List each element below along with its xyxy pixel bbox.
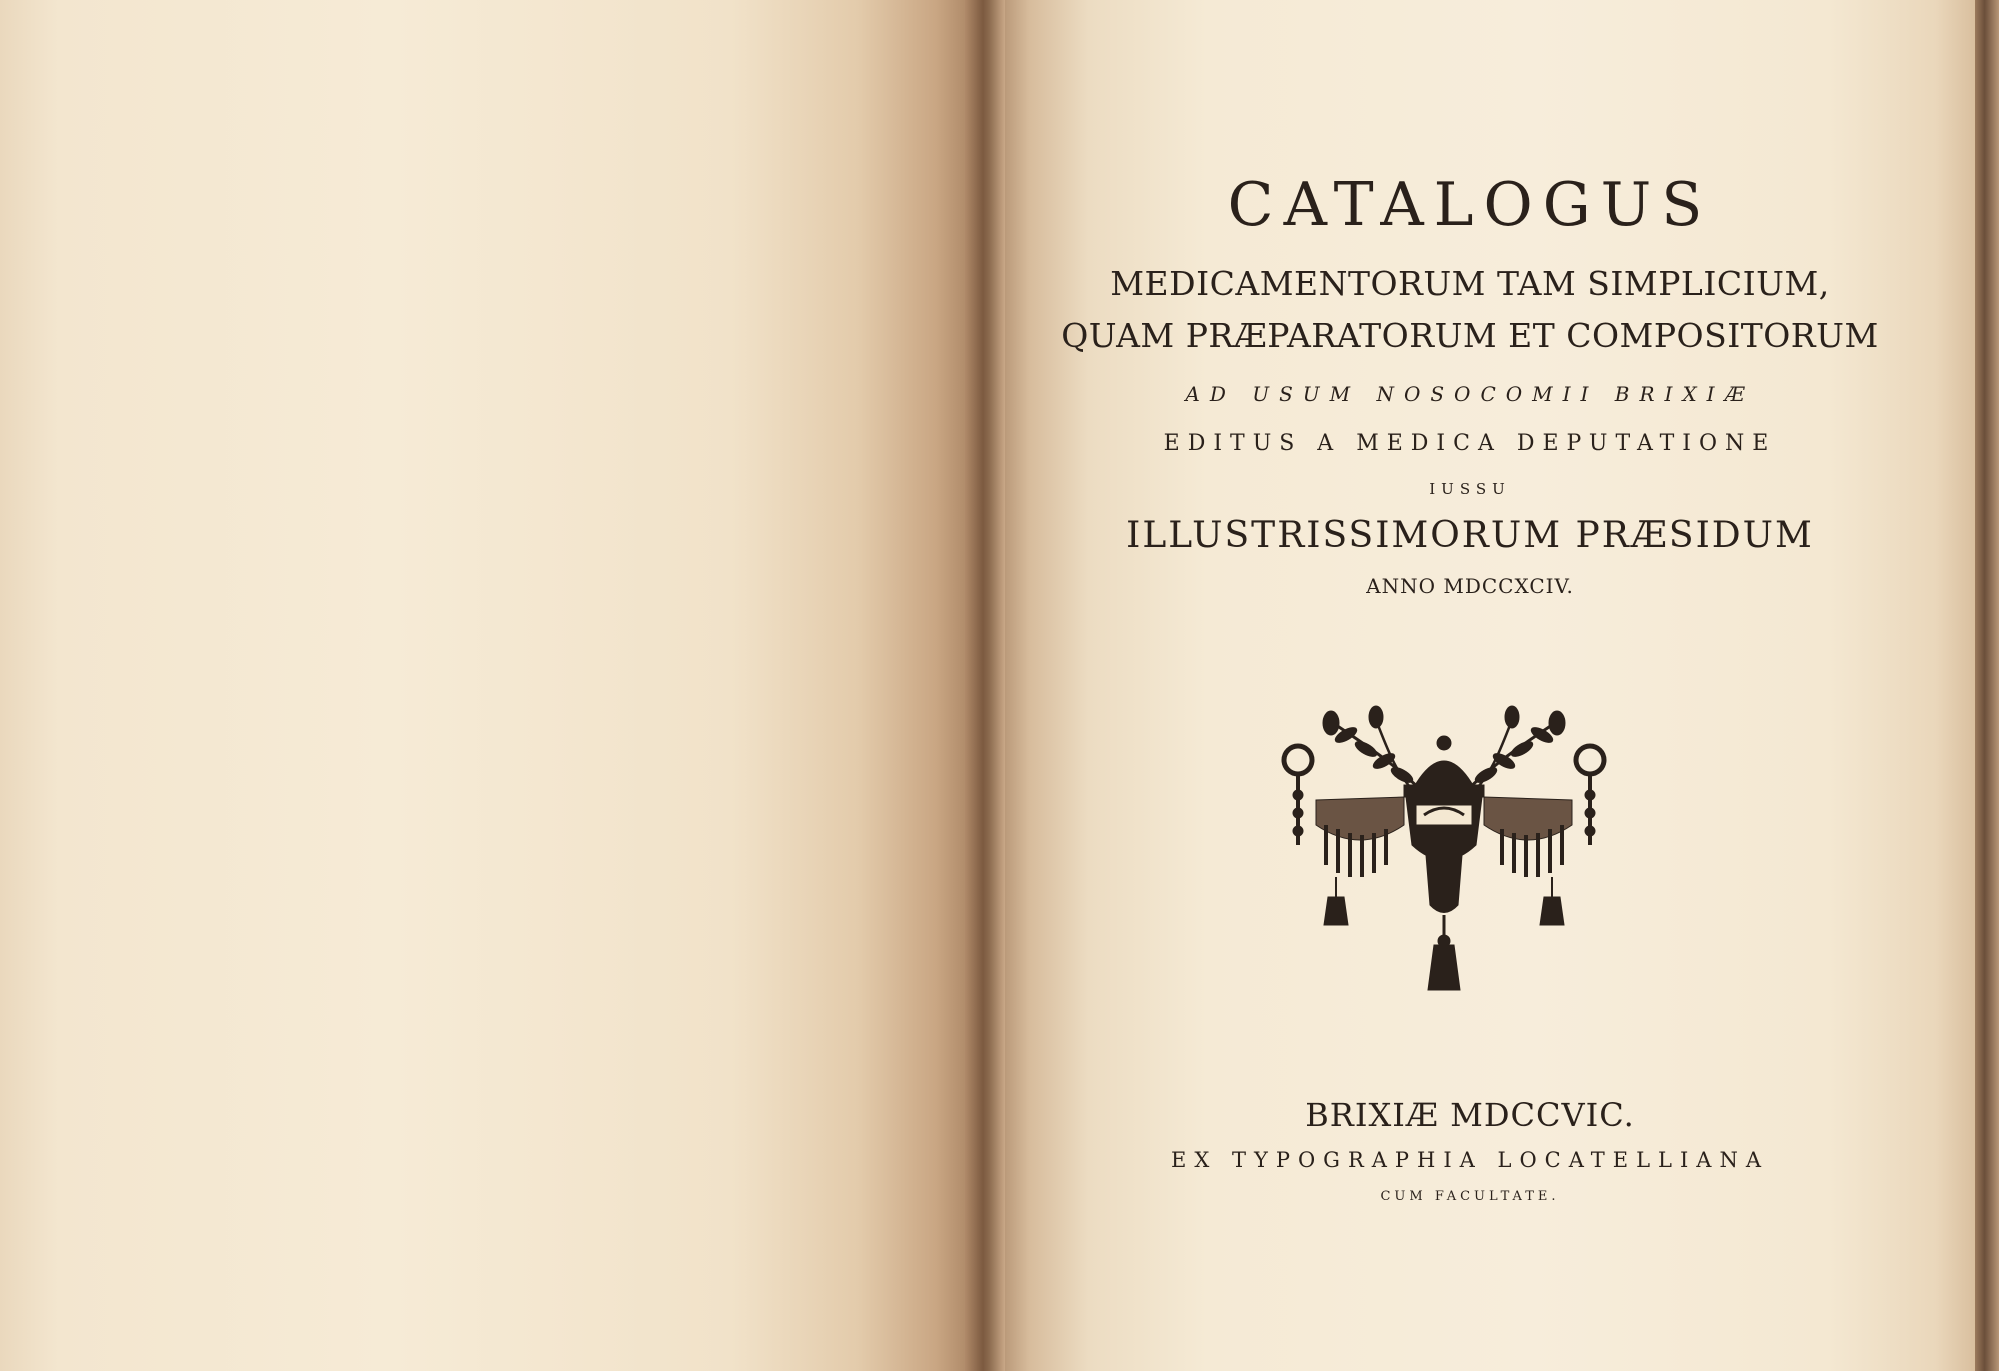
subtitle-line-7: ANNO MDCCXCIV.: [1366, 574, 1574, 598]
imprint-block: [1040, 1090, 1900, 1214]
subtitle-line-1: MEDICAMENTORUM TAM SIMPLICIUM,: [1110, 264, 1830, 303]
subtitle-line-5: IUSSU: [1429, 480, 1511, 498]
subtitle-line-3: AD USUM NOSOCOMII BRIXIÆ: [1185, 382, 1755, 406]
left-blank-page: [0, 0, 975, 1371]
book-gutter: [965, 0, 1005, 1371]
subtitle-line-6: ILLUSTRISSIMORUM PRÆSIDUM: [1126, 515, 1814, 556]
page-title: CATALOGUS: [1227, 170, 1713, 240]
imprint-license: CUM FACULTATE.: [1380, 1189, 1560, 1204]
title-block: [1040, 160, 1900, 606]
imprint-place-date: BRIXIÆ MDCCVIC.: [1305, 1096, 1635, 1134]
subtitle-line-4: EDITUS A MEDICA DEPUTATIONE: [1163, 431, 1777, 456]
urn-ornament-icon: [1276, 705, 1612, 995]
subtitle-line-2: QUAM PRÆPARATORUM ET COMPOSITORUM: [1061, 316, 1879, 355]
page-edge: [1975, 0, 1999, 1371]
imprint-printer: EX TYPOGRAPHIA LOCATELLIANA: [1171, 1148, 1769, 1172]
